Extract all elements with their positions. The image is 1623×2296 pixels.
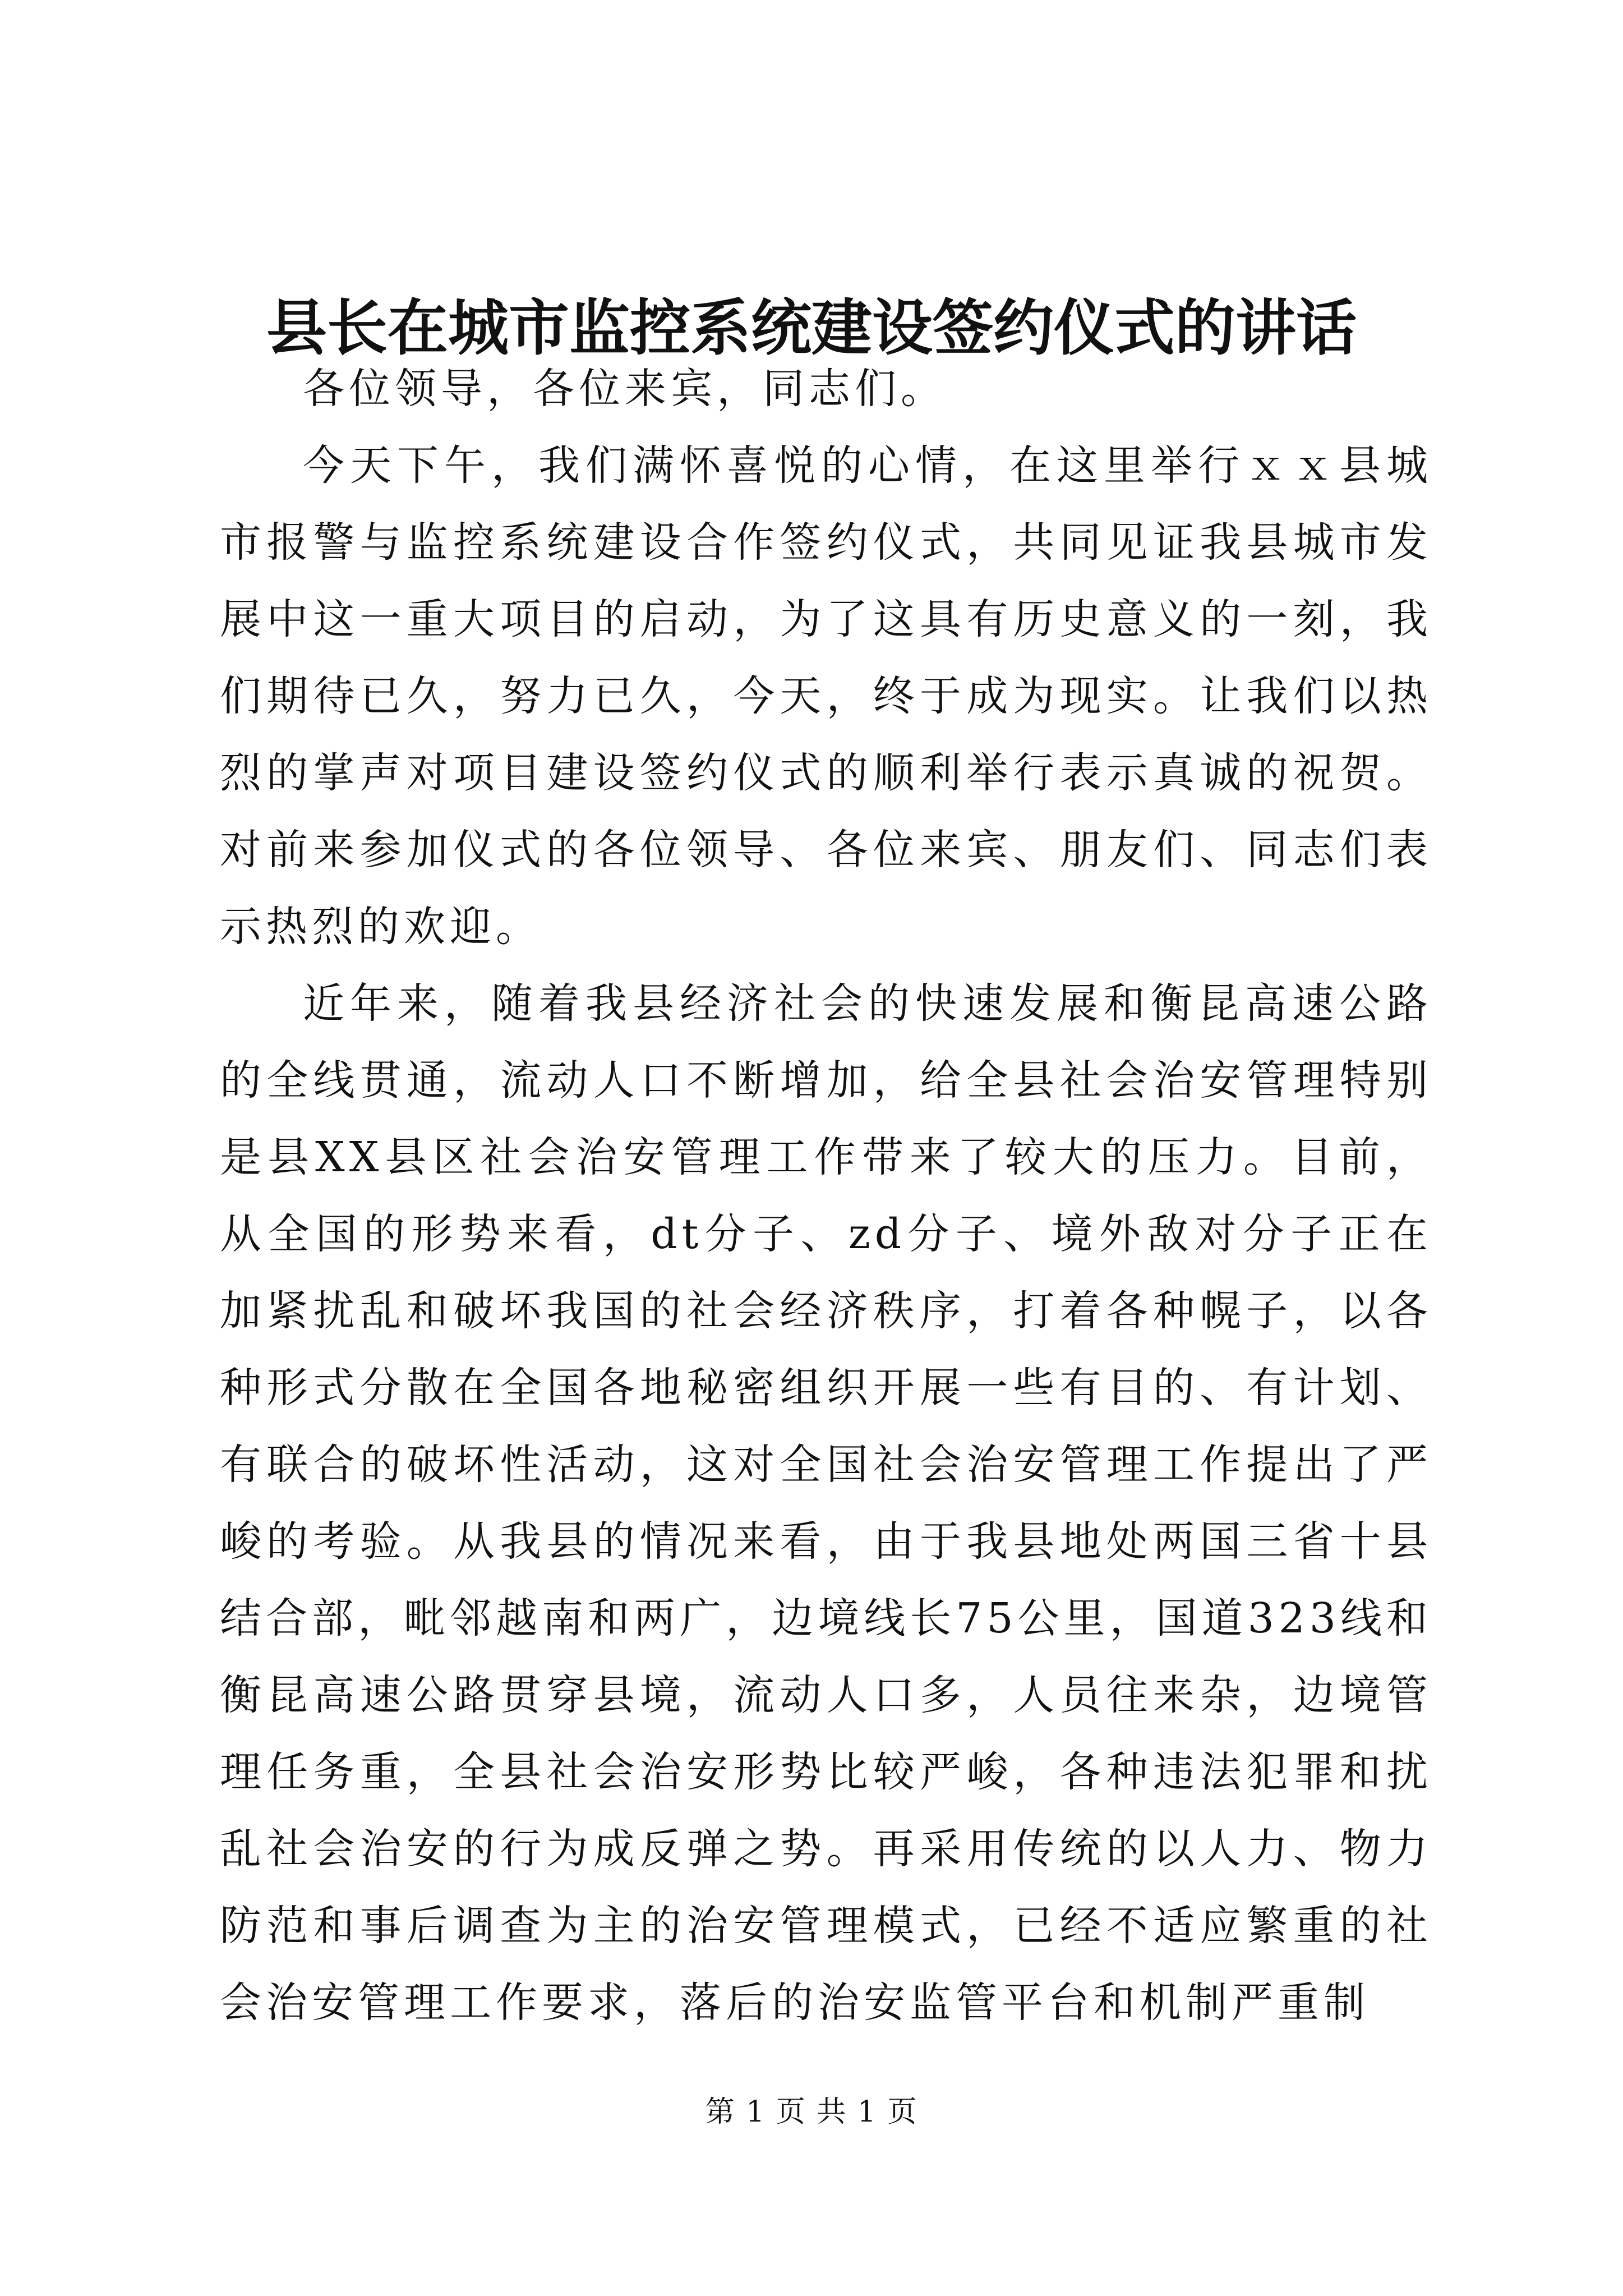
document-body	[220, 351, 1432, 2041]
document-title: 县长在城市监控系统建设签约仪式的讲话	[266, 293, 1357, 364]
paragraph-greeting: 各位领导，各位来宾，同志们。	[303, 365, 947, 413]
paragraph-background: 近年来，随着我县经济社会的快速发展和衡昆高速公路的全线贯通，流动人口不断增加，给全县社会治安管理特别是县XX县区社会治安管理工作带来了较大的压力。目前，从全国的形势来看，dt分子、zd分子、境外敌对分子正在加紧扰乱和破坏我国的社会经济秩序，打着各种幌子，以各种形式分散在全国各地秘密组织开展一些有目的、有计划、有联合的破坏性活动，这对全国社会治安管理工作提出了严峻的考验。从我县的情况来看，由于我县地处两国三省十县结合部，毗邻越南和两广，边境线长75公里，国道323线和衡昆高速公路贯穿县境，流动人口多，人员往来杂，边境管理任务重，全县社会治安形势比较严峻，各种违法犯罪和扰乱社会治安的行为成反弹之势。再采用传统的以人力、物力防范和事后调查为主的治安管理模式，已经不适应繁重的社会治安管理工作要求，落后的治安监管平台和机制严重制	[220, 979, 1432, 2027]
page-footer: 第 1 页 共 1 页	[705, 2095, 918, 2129]
paragraph-opening: 今天下午，我们满怀喜悦的心情，在这里举行ｘｘ县城市报警与监控系统建设合作签约仪式，共同见证我县城市发展中这一重大项目的启动，为了这具有历史意义的一刻，我们期待已久，努力已久，今天，终于成为现实。让我们以热烈的掌声对项目建设签约仪式的顺利举行表示真诚的祝贺。对前来参加仪式的各位领导、各位来宾、朋友们、同志们表示热烈的欢迎。	[220, 441, 1432, 951]
